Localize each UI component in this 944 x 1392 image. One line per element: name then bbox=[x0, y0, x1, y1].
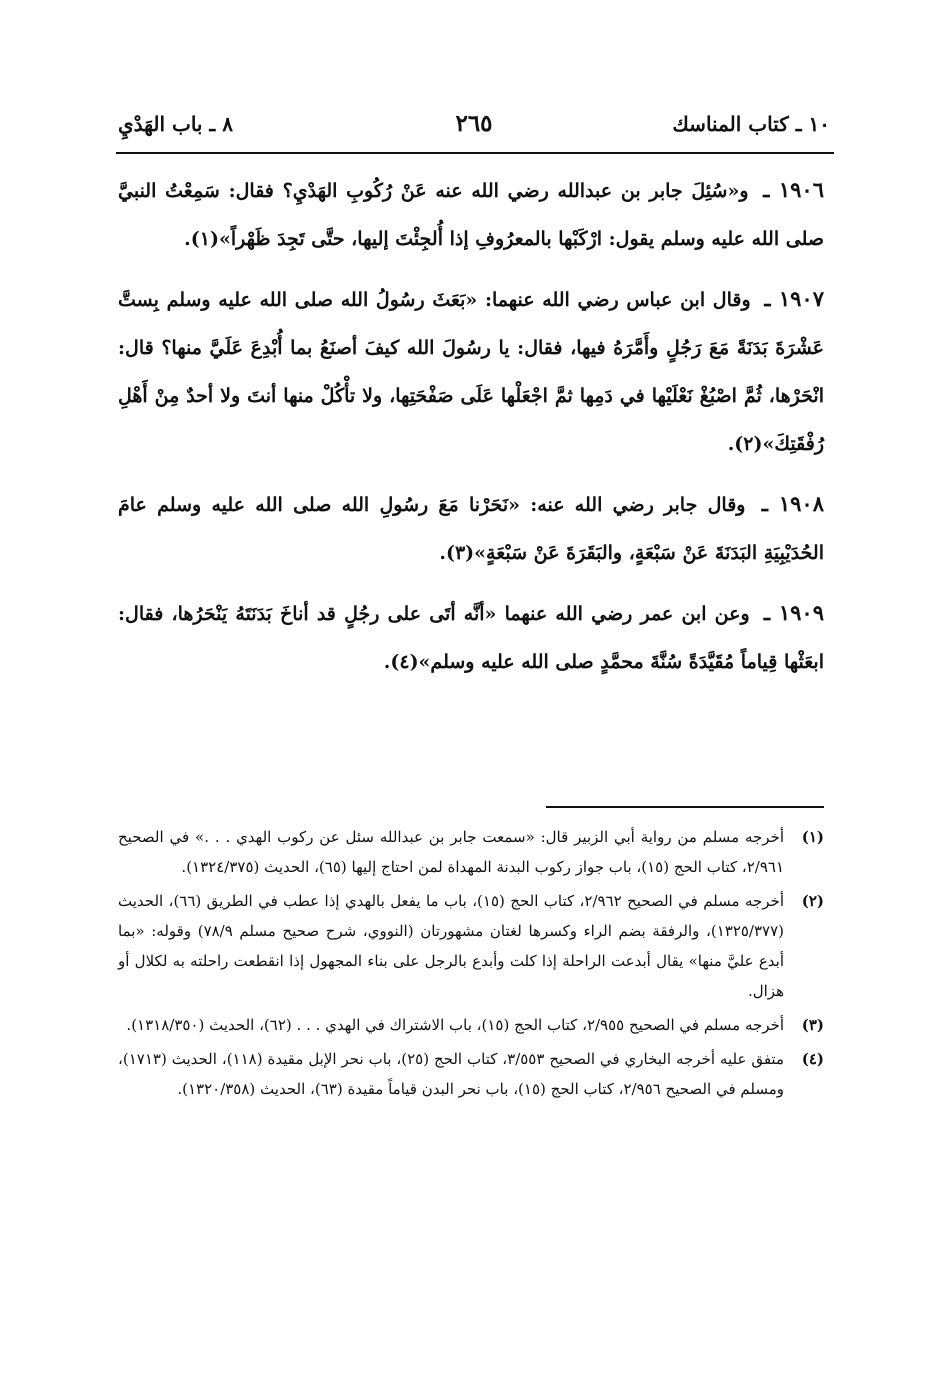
footnote-mark: (١) bbox=[801, 828, 824, 846]
header-divider bbox=[116, 152, 834, 154]
footnote-mark: (٤) bbox=[801, 1050, 824, 1068]
chapter-title: ١٠ ـ كتاب المناسك bbox=[672, 112, 830, 136]
page-number: ٢٦٥ bbox=[455, 110, 493, 137]
hadith-text: و«سُئِلَ جابر بن عبدالله رضي الله عنه عَنْ رُكُوبِ الهَدْيِ؟ فقال: سَمِعْتُ النبيَّ صلى الله عليه وسلم يقول: ارْكَبْها بالمعرُوفِ إذا أُلجِئْتَ إليها، حتَّى تَجِدَ ظَهْراً»(١). bbox=[118, 180, 824, 250]
footnote-text: متفق عليه أخرجه البخاري في الصحيح ٣/٥٥٣، كتاب الحج (٢٥)، باب نحر الإبل مقيدة (١١٨)، الحديث (١٧١٣)، ومسلم في الصحيح ٢/٩٥٦، كتاب الحج (١٥)، باب نحر البدن قياماً مقيدة (٦٣)، الحديث (١٣٢٠/٣٥٨). bbox=[118, 1050, 784, 1098]
footnote-3 bbox=[118, 1010, 824, 1040]
footnote-mark: (٣) bbox=[801, 1016, 824, 1034]
footnote-1 bbox=[118, 822, 824, 882]
hadith-1907 bbox=[118, 275, 824, 468]
footnote-text: أخرجه مسلم في الصحيح ٢/٩٦٢، كتاب الحج (١٥)، باب ما يفعل بالهدي إذا عطب في الطريق (٦٦)، الحديث (١٣٢٥/٣٧٧)، والرفقة بضم الراء وكسرها لغتان مشهورتان (النووي، شرح صحيح مسلم ٧٨/٩) وقوله: «بما أبدع عليَّ منها» يقال أبدعت الراحلة إذا كلت وأبدع بالرجل على بناء المجهول إذا انقطعت راحلته به لكلال أو هزال. bbox=[118, 892, 785, 1000]
hadith-text: وقال جابر رضي الله عنه: «نَحَرْنا مَعَ رسُولِ الله صلى الله عليه وسلم عامَ الحُدَيْبِيَةِ البَدَنَةَ عَنْ سَبْعَةٍ، والبَقَرَةَ عَنْ سَبْعَةٍ»(٣). bbox=[118, 494, 824, 564]
hadith-1909 bbox=[118, 589, 824, 686]
hadith-number: ١٩٠٧ ـ bbox=[764, 286, 824, 311]
footnotes bbox=[118, 822, 824, 1108]
hadith-1906 bbox=[118, 166, 824, 263]
hadith-text: وقال ابن عباس رضي الله عنهما: «بَعَثَ رسُولُ الله صلى الله عليه وسلم بِستَّ عَشْرَةَ بَدَنَةً مَعَ رَجُلٍ وأَمَّرَهُ فيها، فقال: يا رسُولَ الله كيفَ أصنَعُ بما أُبْدِعَ عَلَيَّ منها؟ قال: انْحَرْها، ثُمَّ اصْبُغْ نَعْلَيْها في دَمِها ثمَّ اجْعَلْها عَلَى صَفْحَتِها، ولا تأْكُلْ منها أنتَ ولا أحدٌ مِنْ أَهْلِ رُفْقَتِكَ»(٢). bbox=[118, 289, 824, 455]
footnote-text: أخرجه مسلم في الصحيح ٢/٩٥٥، كتاب الحج (١٥)، باب الاشتراك في الهدي . . . (٦٢)، الحديث (١٣١٨/٣٥٠). bbox=[126, 1016, 784, 1034]
hadith-number: ١٩٠٦ ـ bbox=[763, 177, 824, 202]
page-header bbox=[118, 108, 830, 154]
hadith-text: وعن ابن عمر رضي الله عنهما «أنَّه أتَى على رجُلٍ قد أناخَ بَدَنَتَهُ يَنْحَرُها، فقال: ابعَثْها قِياماً مُقَيَّدَةً سُنَّةَ محمَّدٍ صلى الله عليه وسلم»(٤). bbox=[118, 603, 824, 673]
footnote-4 bbox=[118, 1044, 824, 1104]
footnote-divider bbox=[546, 806, 824, 808]
section-title: ٨ ـ باب الهَدْيِ bbox=[118, 112, 234, 136]
main-text bbox=[118, 166, 824, 698]
hadith-1908 bbox=[118, 480, 824, 577]
footnote-2 bbox=[118, 886, 824, 1006]
hadith-number: ١٩٠٩ ـ bbox=[763, 600, 824, 625]
hadith-number: ١٩٠٨ ـ bbox=[761, 491, 824, 516]
footnote-mark: (٢) bbox=[801, 892, 824, 910]
footnote-text: أخرجه مسلم من رواية أبي الزبير قال: «سمعت جابر بن عبدالله سئل عن ركوب الهدي . . .» في الصحيح ٢/٩٦١، كتاب الحج (١٥)، باب جواز ركوب البدنة المهداة لمن احتاج إليها (٦٥)، الحديث (١٣٢٤/٣٧٥). bbox=[118, 828, 784, 876]
